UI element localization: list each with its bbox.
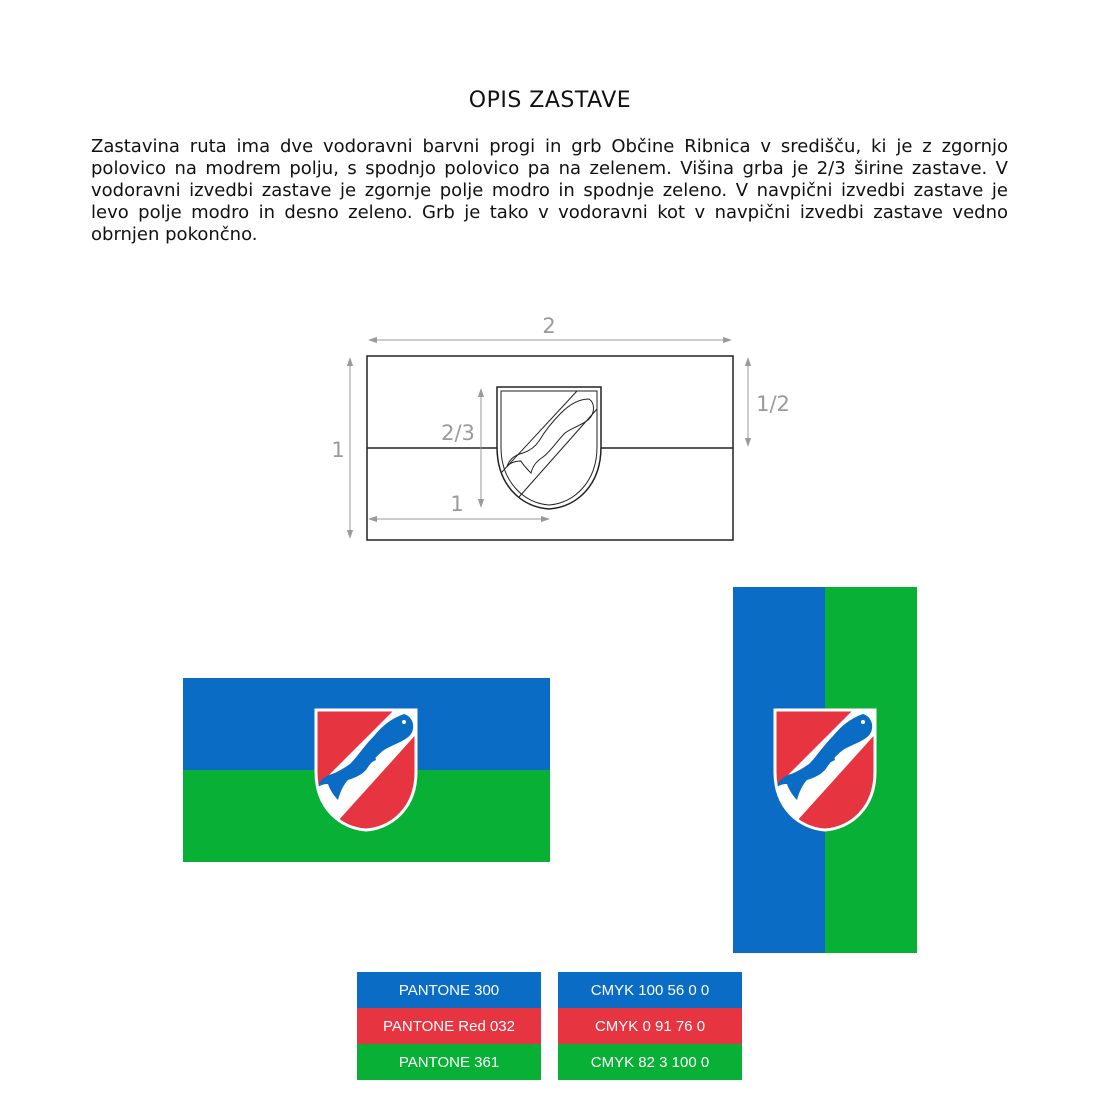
swatch-pantone-green: PANTONE 361 (357, 1044, 541, 1080)
swatch-cmyk-green: CMYK 82 3 100 0 (558, 1044, 742, 1080)
swatch-pantone-blue: PANTONE 300 (357, 972, 541, 1008)
vertical-flag (733, 587, 917, 953)
half-height-label: 1/2 (756, 392, 790, 416)
crest-offset-label: 1 (450, 492, 464, 516)
width-label: 2 (542, 314, 556, 338)
flag-diagram (331, 314, 790, 540)
height-label: 1 (331, 438, 345, 462)
swatch-pantone-red: PANTONE Red 032 (357, 1008, 541, 1044)
horizontal-flag (183, 678, 550, 862)
swatch-cmyk-red: CMYK 0 91 76 0 (558, 1008, 742, 1044)
flag-description: Zastavina ruta ima dve vodoravni barvni progi in grb Občine Ribnica v središču, ki je z zgornjo polovico na modrem polju, s spodnjo polovico pa na zelenem. Višina grba je 2/3 širine zastave. V vodoravni izvedbi zastave je zgornje polje modro in spodnje zeleno. V navpični izvedbi zastave je levo polje modro in desno zeleno. Grb je tako v vodoravni kot v navpični izvedbi zastave vedno obrnjen pokončno. (91, 136, 1008, 245)
page-title: OPIS ZASTAVE (468, 88, 632, 113)
crest-height-label: 2/3 (441, 421, 475, 445)
swatch-cmyk-blue: CMYK 100 56 0 0 (558, 972, 742, 1008)
crest-outline (497, 387, 601, 509)
